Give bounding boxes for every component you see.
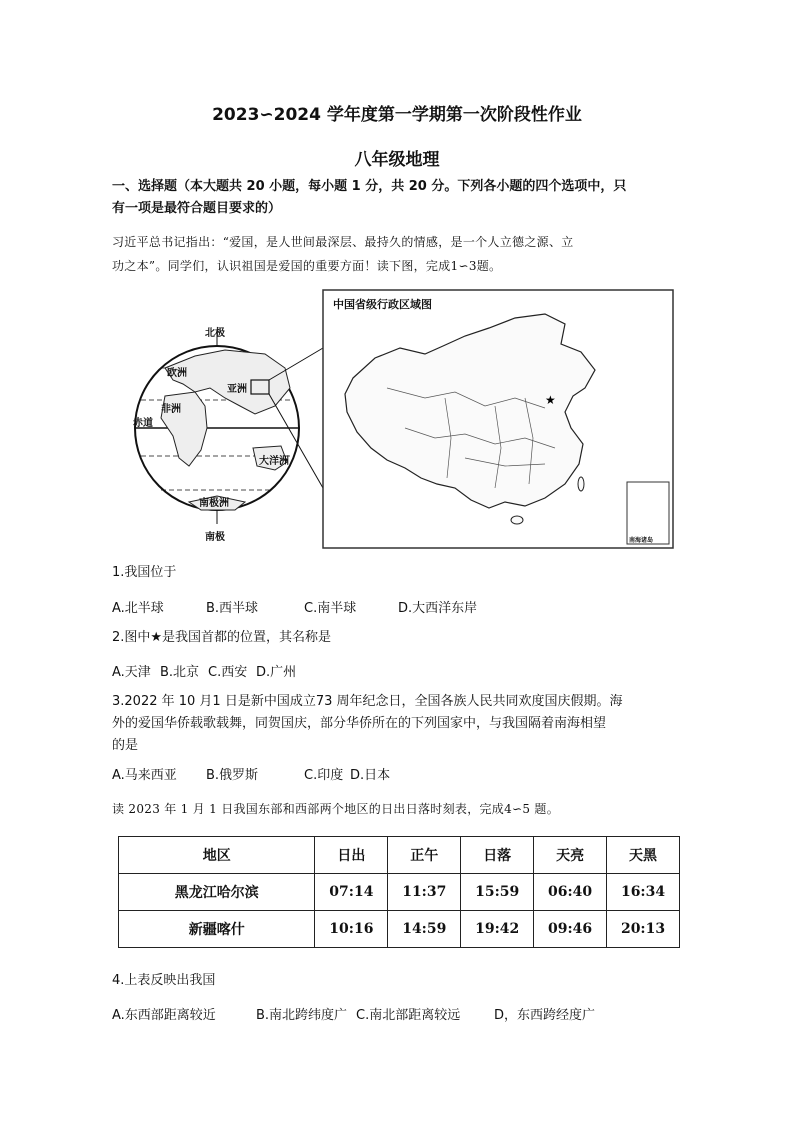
figure (125, 288, 675, 550)
q1-option-d[interactable]: D.大西洋东岸 (398, 601, 478, 616)
q3-option-d[interactable]: D.日本 (350, 768, 391, 783)
table-intro: 读 2023 年 1 月 1 日我国东部和西部两个地区的日出日落时刻表，完成4∽5 题。 (112, 802, 560, 816)
question-2-stem: 2.图中★是我国首都的位置，其名称是 (112, 630, 332, 645)
section-heading (112, 176, 692, 220)
table-header-cell: 日出 (315, 837, 388, 874)
sunrise-sunset-table (118, 836, 680, 948)
table-header-cell: 日落 (461, 837, 534, 874)
intro-paragraph (112, 230, 692, 278)
q3-option-c[interactable]: C.印度 (304, 768, 344, 783)
table-cell: 06:40 (534, 874, 607, 911)
q3-option-a[interactable]: A.马来西亚 (112, 768, 177, 783)
globe-label-oceania: 大洋洲 (259, 456, 289, 467)
globe-label-europe: 欧洲 (167, 368, 187, 379)
question-4-stem: 4.上表反映出我国 (112, 973, 216, 988)
section-heading-line1: 一、选择题（本大题共 20 小题，每小题 1 分，共 20 分。下列各小题的四个选项中，只 (112, 179, 627, 194)
inset-label: 南海诸岛 (629, 537, 654, 544)
globe-label-equator: 赤道 (133, 418, 153, 429)
q2-option-a[interactable]: A.天津 (112, 665, 151, 680)
globe-label-antarctica: 南极洲 (199, 498, 229, 509)
question-3-stem (112, 691, 702, 757)
south-china-sea-inset (627, 482, 669, 544)
page-title: 2023∽2024 学年度第一学期第一次阶段性作业 (212, 105, 582, 125)
page-subtitle: 八年级地理 (354, 150, 440, 170)
china-map-title: 中国省级行政区域图 (333, 298, 432, 311)
table-header-cell: 天黑 (607, 837, 680, 874)
q2-option-b[interactable]: B.北京 (160, 665, 200, 680)
intro-line2: 功之本”。同学们，认识祖国是爱国的重要方面！读下图，完成1∽3题。 (112, 259, 502, 273)
table-cell: 19:42 (461, 911, 534, 948)
table-cell: 新疆喀什 (119, 911, 315, 948)
q1-option-b[interactable]: B.西半球 (206, 601, 259, 616)
table-cell: 16:34 (607, 874, 680, 911)
table-header-cell: 正午 (388, 837, 461, 874)
q2-option-c[interactable]: C.西安 (208, 665, 248, 680)
globe-label-south-pole: 南极 (205, 532, 225, 543)
table-header-cell: 地区 (119, 837, 315, 874)
figure-svg (125, 288, 675, 550)
table-cell: 11:37 (388, 874, 461, 911)
table-header-row (119, 837, 680, 874)
table-cell: 14:59 (388, 911, 461, 948)
table-header-cell: 天亮 (534, 837, 607, 874)
q3-stem-line3: 的是 (112, 738, 139, 753)
table-cell: 20:13 (607, 911, 680, 948)
globe (133, 326, 299, 543)
intro-line1: 习近平总书记指出：“爱国，是人世间最深层、最持久的情感，是一个人立德之源、立 (112, 235, 574, 249)
globe-label-north-pole: 北极 (205, 328, 225, 339)
hainan-island (511, 516, 523, 524)
table-cell: 15:59 (461, 874, 534, 911)
table-row (119, 911, 680, 948)
q4-option-b[interactable]: B.南北跨纬度广 (256, 1008, 348, 1023)
section-heading-line2: 有一项是最符合题目要求的） (112, 201, 282, 216)
table-cell: 07:14 (315, 874, 388, 911)
table-cell: 09:46 (534, 911, 607, 948)
q2-option-d[interactable]: D.广州 (256, 665, 297, 680)
q1-option-a[interactable]: A.北半球 (112, 601, 164, 616)
question-1-stem: 1.我国位于 (112, 565, 177, 580)
q4-option-d[interactable]: D，东西跨经度广 (494, 1008, 596, 1023)
q1-option-c[interactable]: C.南半球 (304, 601, 357, 616)
capital-star-icon: ★ (545, 393, 556, 407)
table-cell: 黑龙江哈尔滨 (119, 874, 315, 911)
globe-label-africa: 非洲 (161, 404, 181, 415)
q4-option-a[interactable]: A.东西部距离较近 (112, 1008, 216, 1023)
table-row (119, 874, 680, 911)
q3-stem-line2: 外的爱国华侨载歌载舞，同贺国庆，部分华侨所在的下列国家中，与我国隔着南海相望 (112, 716, 607, 731)
q3-option-b[interactable]: B.俄罗斯 (206, 768, 259, 783)
q3-stem-line1: 3.2022 年 10 月1 日是新中国成立73 周年纪念日，全国各族人民共同欢度国庆假期。海 (112, 694, 623, 709)
globe-label-asia: 亚洲 (227, 384, 247, 395)
taiwan-island (578, 477, 584, 491)
table-cell: 10:16 (315, 911, 388, 948)
china-map (323, 290, 673, 548)
q4-option-c[interactable]: C.南北部距离较远 (356, 1008, 461, 1023)
